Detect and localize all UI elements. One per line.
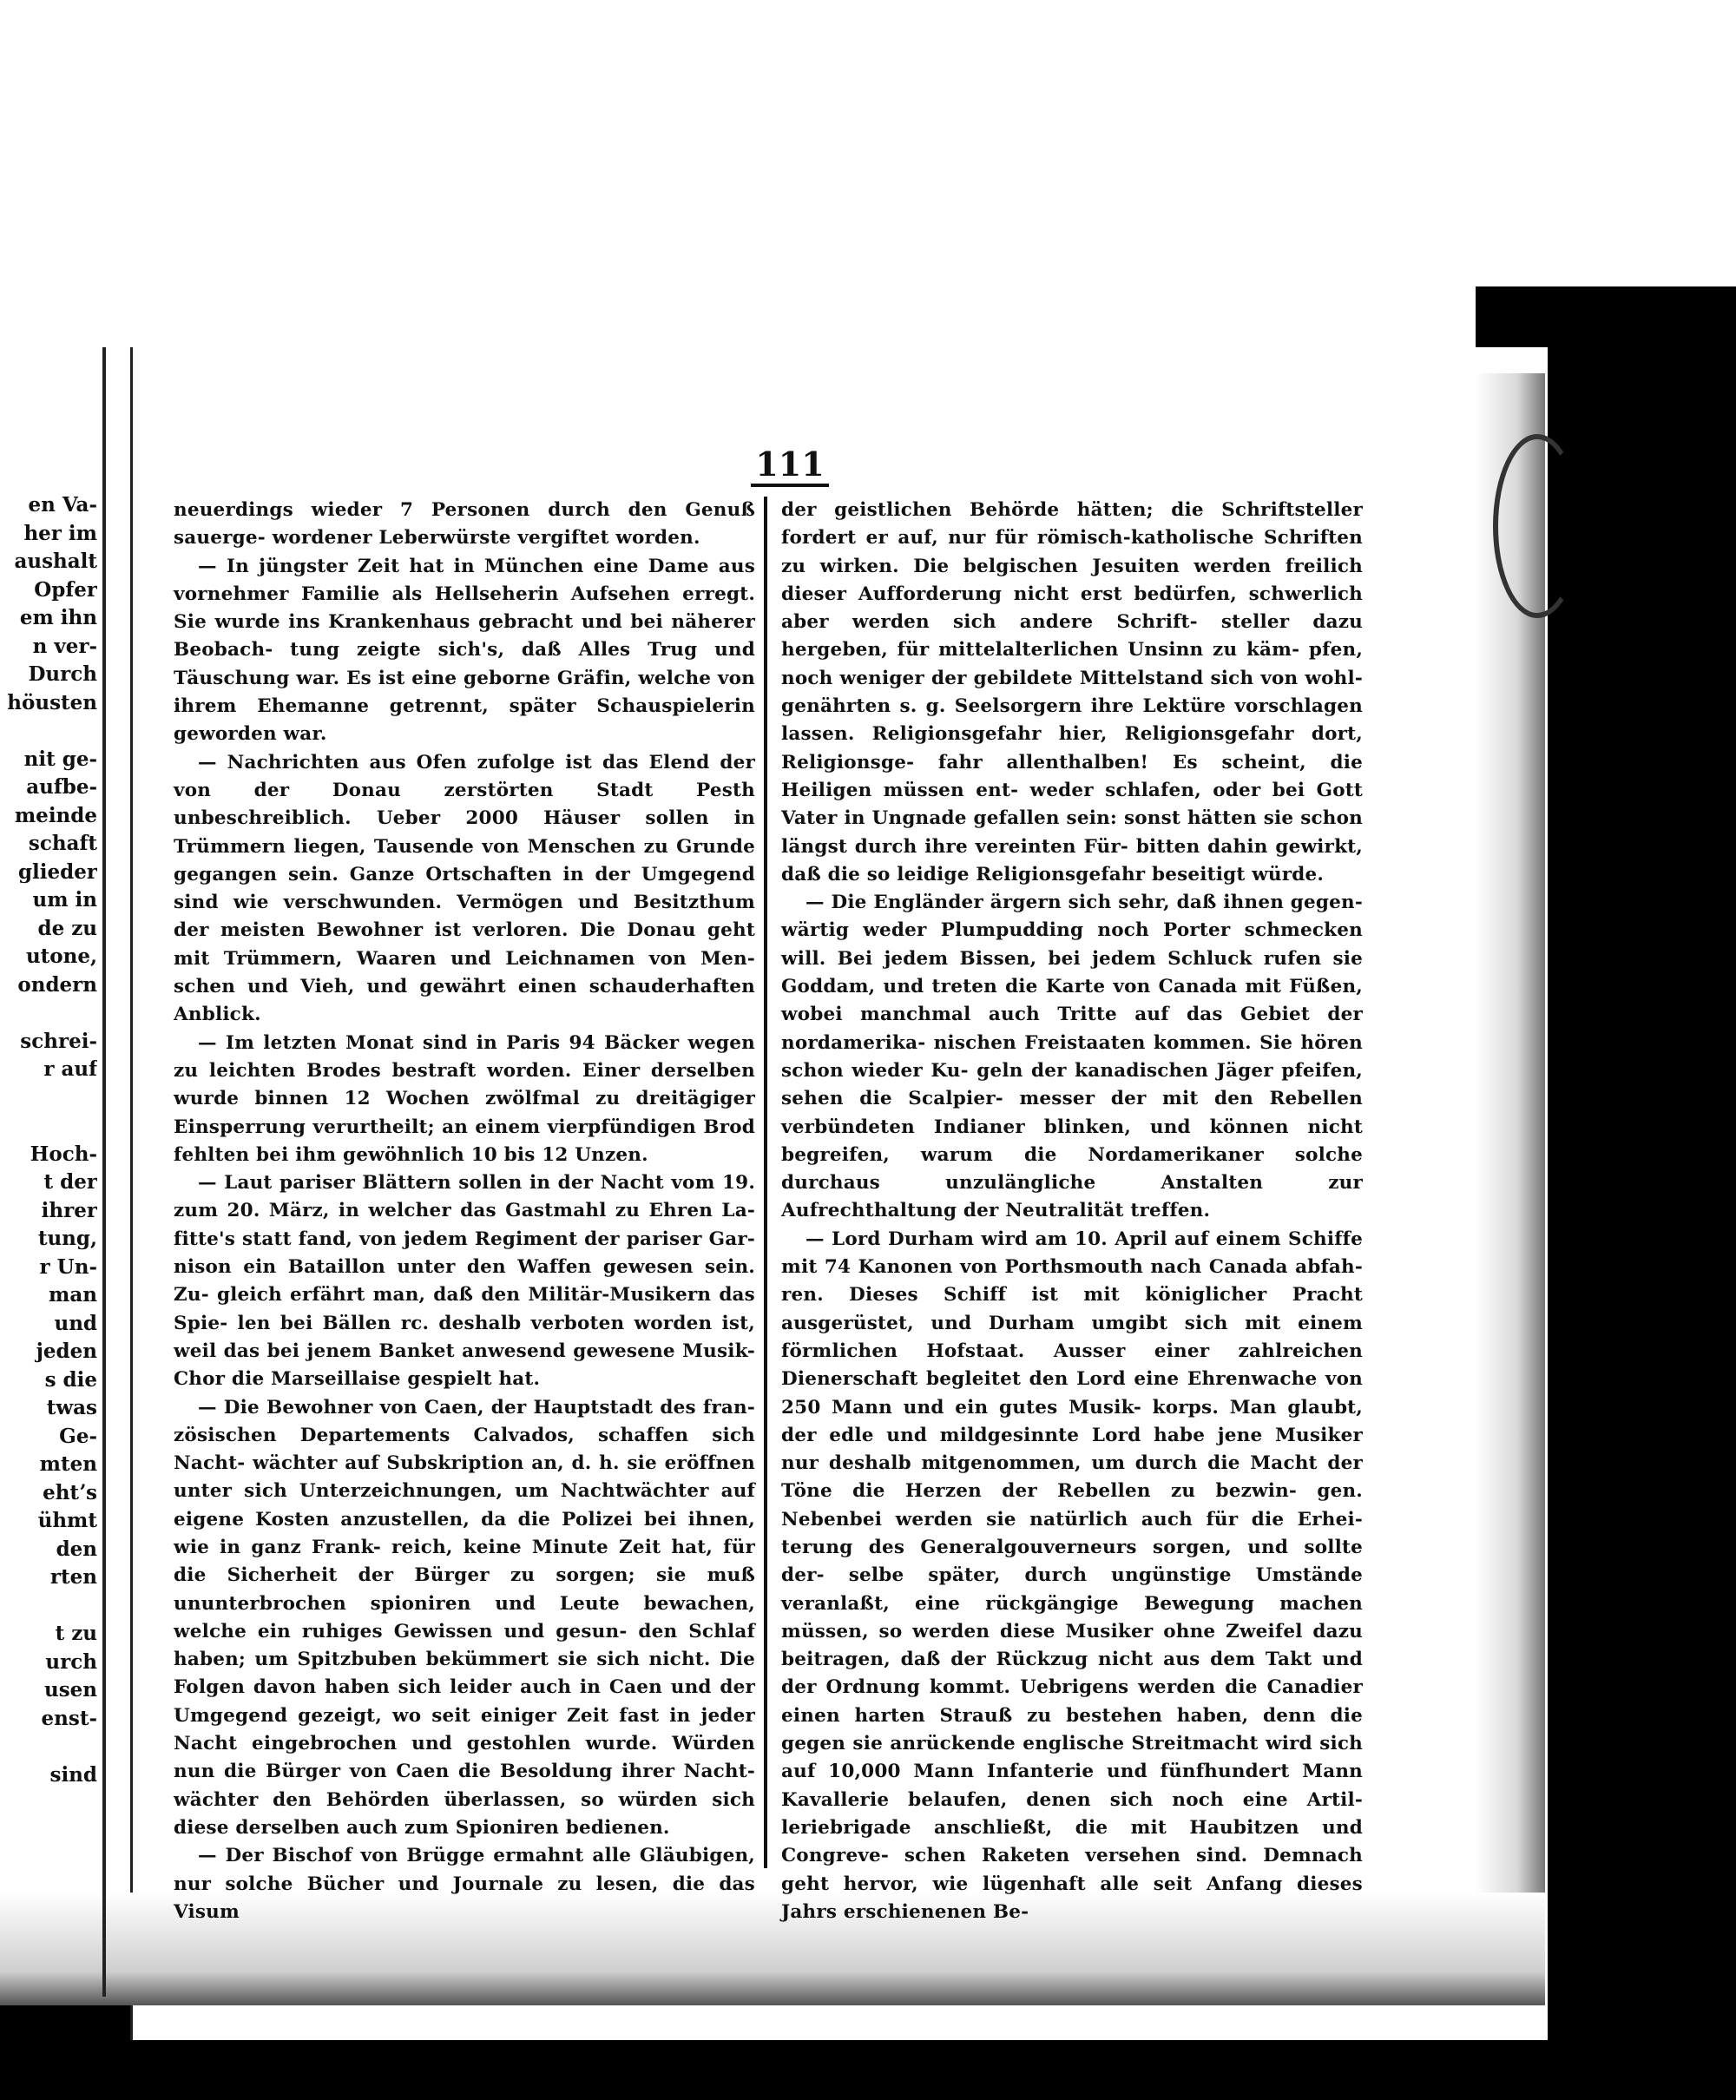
left-text-column	[174, 497, 755, 1926]
fragment-line: r auf	[43, 1057, 97, 1081]
fragment-line: aufbe-	[26, 775, 97, 799]
fragment-line: rten	[49, 1565, 97, 1589]
fragment-line: s die	[44, 1367, 97, 1392]
fragment-line	[0, 1592, 97, 1621]
page-edge-shadow	[1476, 373, 1545, 2005]
news-paragraph: — Der Bischof von Brügge ermahnt alle Gläubigen, nur solche Bücher und Journale zu lesen, die das Visum	[174, 1845, 755, 1923]
news-paragraph: der geistlichen Behörde hätten; die Schriftsteller fordert er auf, nur für römisch-katholische Schriften zu wirken. Die belgischen Jesuiten werden freilich dieser Aufforderung nicht erst bedürfen, schwerlich aber werden sich andere Schrift- steller dazu hergeben, für mittelalterlichen Unsinn zu käm- pfen, noch weniger der gebildete Mittelstand sich von wohl- genährten s. g. Seelsorgern ihre Lektüre vorschlagen lassen. Religionsgefahr hier, Religionsgefahr dort, Religionsge- fahr allenthalben! Es scheint, die Heiligen müssen ent- weder schlafen, oder bei Gott Vater in Ungnade gefallen sein: sonst hätten sie schon längst durch ihre vereinten Für- bitten dahin gewirkt, daß die so leidige Religionsgefahr beseitigt würde.	[781, 499, 1363, 885]
fragment-line: schrei-	[20, 1029, 97, 1053]
fragment-line: aushalt	[14, 550, 97, 573]
fragment-line: ondern	[17, 972, 97, 997]
book-gutter	[102, 347, 106, 1997]
fragment-line	[0, 999, 97, 1028]
fragment-line: ihrer	[41, 1198, 97, 1222]
fragment-line: twas	[46, 1396, 97, 1419]
fragment-line: schaft	[28, 832, 97, 855]
fragment-line: n ver-	[32, 634, 97, 658]
news-paragraph: — Nachrichten aus Ofen zufolge ist das Elend der von der Donau zerstörten Stadt Pesth unbeschreiblich. Ueber 2000 Häuser sollen in Trümmern liegen, Tausende von Menschen zu Grunde gegangen sein. Ganze Ortschaften in der Umgegend sind wie verschwunden. Vermögen und Besitzthum der meisten Bewohner ist verloren. Die Donau geht mit Trümmern, Waaren und Leichnamen von Men- schen und Vieh, und gewährt einen schauderhaften Anblick.	[174, 751, 755, 1026]
fragment-line: em ihn	[19, 606, 97, 629]
right-text-column	[781, 497, 1363, 1926]
fragment-line: glieder	[17, 859, 97, 884]
fragment-line: man	[49, 1283, 97, 1307]
fragment-line: de zu	[37, 916, 97, 940]
fragment-line: nit ge-	[23, 747, 97, 771]
fragment-line: enst-	[41, 1706, 97, 1730]
news-paragraph: neuerdings wieder 7 Personen durch den Genuß sauerge- wordener Leberwürste vergiftet worden.	[174, 499, 755, 550]
fragment-line: meinde	[14, 803, 97, 827]
fragment-line: Opfer	[34, 577, 97, 602]
fragment-line: ühmt	[37, 1509, 97, 1532]
news-paragraph: — Laut pariser Blättern sollen in der Nacht vom 19. zum 20. März, in welcher das Gastmahl zu Ehren La- fitte's statt fand, von jedem Regiment der pariser Gar- nison ein Bataillon unter den Waffen gewesen sein. Zu- gleich erfährt man, daß den Militär-Musikern das Spie- len bei Bällen rc. deshalb verboten worden ist, weil das bei jenem Banket anwesend gewesene Musik-Chor die Marseillaise gespielt hat.	[174, 1172, 755, 1391]
fragment-line: den	[56, 1537, 97, 1561]
fragment-line: r Un-	[39, 1254, 97, 1279]
fragment-line: ehtʼs	[43, 1480, 97, 1504]
fragment-line: höusten	[7, 690, 97, 714]
news-paragraph: — In jüngster Zeit hat in München eine Dame aus vornehmer Familie als Hellseherin Aufsehen erregt. Sie wurde ins Krankenhaus gebracht und bei näherer Beobach- tung zeigte sich's, daß Alles Trug und Täuschung war. Es ist eine geborne Gräfin, welche von ihrem Ehemanne getrennt, später Schauspielerin geworden war.	[174, 555, 755, 746]
fragment-line: Ge-	[59, 1424, 97, 1448]
fragment-line: en Va-	[28, 493, 97, 517]
news-paragraph: — Im letzten Monat sind in Paris 94 Bäcker wegen zu leichten Brodes bestraft worden. Einer derselben wurde binnen 12 Wochen zwölfmal zu dreitägiger Einsperrung verurtheilt; an einem vierpfündigen Brod fehlten bei ihm gewöhnlich 10 bis 12 Unzen.	[174, 1031, 755, 1166]
fragment-line: Durch	[28, 662, 97, 686]
fragment-line: jeden	[36, 1340, 97, 1363]
news-paragraph: — Lord Durham wird am 10. April auf einem Schiffe mit 74 Kanonen von Porthsmouth nach Canada abfah- ren. Dieses Schiff ist mit königlicher Pracht ausgerüstet, und Durham umgibt sich mit einem förmlichen Hofstaat. Ausser einer zahlreichen Dienerschaft begleitet den Lord eine Ehrenwache von 250 Mann und ein gutes Musik- korps. Man glaubt, der edle und mildgesinnte Lord habe jene Musiker nur deshalb mitgenommen, um durch die Macht der Töne die Herzen der Rebellen zu bezwin- gen. Nebenbei werden sie natürlich auch für die Erhei- terung des Generalgouverneurs sorgen, und sollte der- selbe später, durch ungünstige Umstände veranlaßt, eine rückgängige Bewegung machen müssen, so werden diese Musiker ohne Zweifel dazu beitragen, daß der Rückzug nicht aus dem Takt und der Ordnung kommt. Uebrigens werden die Canadier einen harten Strauß zu bestehen haben, denn die gegen sie anrückende englische Streitmacht wird sich auf 10,000 Mann Infanterie und fünfhundert Mann Kavallerie belaufen, denen sich noch eine Artil- leriebrigade anschließt, die mit Haubitzen und Congreve- schen Raketen versehen sind. Demnach geht hervor, wie lügenhaft alle seit Anfang dieses Jahrs erschienenen Be-	[781, 1228, 1363, 1923]
fragment-line	[0, 717, 97, 746]
fragment-line: tung,	[37, 1227, 97, 1250]
fragment-line: utone,	[25, 945, 97, 968]
fragment-line: urch	[45, 1649, 97, 1674]
fragment-line: und	[54, 1311, 97, 1335]
fragment-line: um in	[32, 888, 97, 912]
fragment-line: t der	[43, 1170, 97, 1194]
fragment-line: mten	[39, 1452, 97, 1476]
fragment-line: usen	[43, 1678, 97, 1702]
fragment-line: Hoch-	[30, 1142, 97, 1166]
fragment-line	[0, 1084, 97, 1113]
fragment-line	[0, 1733, 97, 1761]
fragment-line: sind	[49, 1762, 97, 1787]
library-stamp-icon	[1493, 434, 1581, 618]
fragment-line	[0, 1112, 97, 1141]
page-number: 111	[751, 444, 829, 487]
news-paragraph: — Die Engländer ärgern sich sehr, daß ihnen gegen- wärtig weder Plumpudding noch Porter schmecken will. Bei jedem Bissen, bei jedem Schluck rufen sie Goddam, und treten die Karte von Canada mit Füßen, wobei manchmal auch Tritte auf das Gebiet der nordamerika- nischen Freistaaten kommen. Sie hören schon wieder Ku- geln der kanadischen Jäger pfeifen, sehen die Scalpier- messer der mit den Rebellen verbündeten Indianer blinken, und können nicht begreifen, warum die Nordamerikaner solche durchaus unzulängliche Anstalten zur Aufrechthaltung der Neutralität treffen.	[781, 892, 1363, 1222]
previous-page-fragments	[0, 491, 97, 1789]
news-paragraph: — Die Bewohner von Caen, der Hauptstadt des fran- zösischen Departements Calvados, schaffen sich Nacht- wächter auf Subskription an, d. h. sie eröffnen unter sich Unterzeichnungen, um Nachtwächter auf eigene Kosten anzustellen, da die Polizei bei ihnen, wie in ganz Frank- reich, keine Minute Zeit hat, für die Sicherheit der Bürger zu sorgen; sie muß ununterbrochen spioniren und Leute bewachen, welche ein ruhiges Gewissen und gesun- den Schlaf haben; um Spitzbuben bekümmert sie sich nicht. Die Folgen davon haben sich leider auch in Caen und der Umgegend gezeigt, wo seit einiger Zeit fast in jeder Nacht eingebrochen und gestohlen wurde. Würden nun die Bürger von Caen die Besoldung ihrer Nacht- wächter den Behörden überlassen, so würden sich diese derselben auch zum Spioniren bedienen.	[174, 1396, 755, 1839]
column-divider	[764, 497, 767, 1868]
fragment-line: t zu	[55, 1622, 97, 1645]
fragment-line: her im	[23, 521, 97, 545]
